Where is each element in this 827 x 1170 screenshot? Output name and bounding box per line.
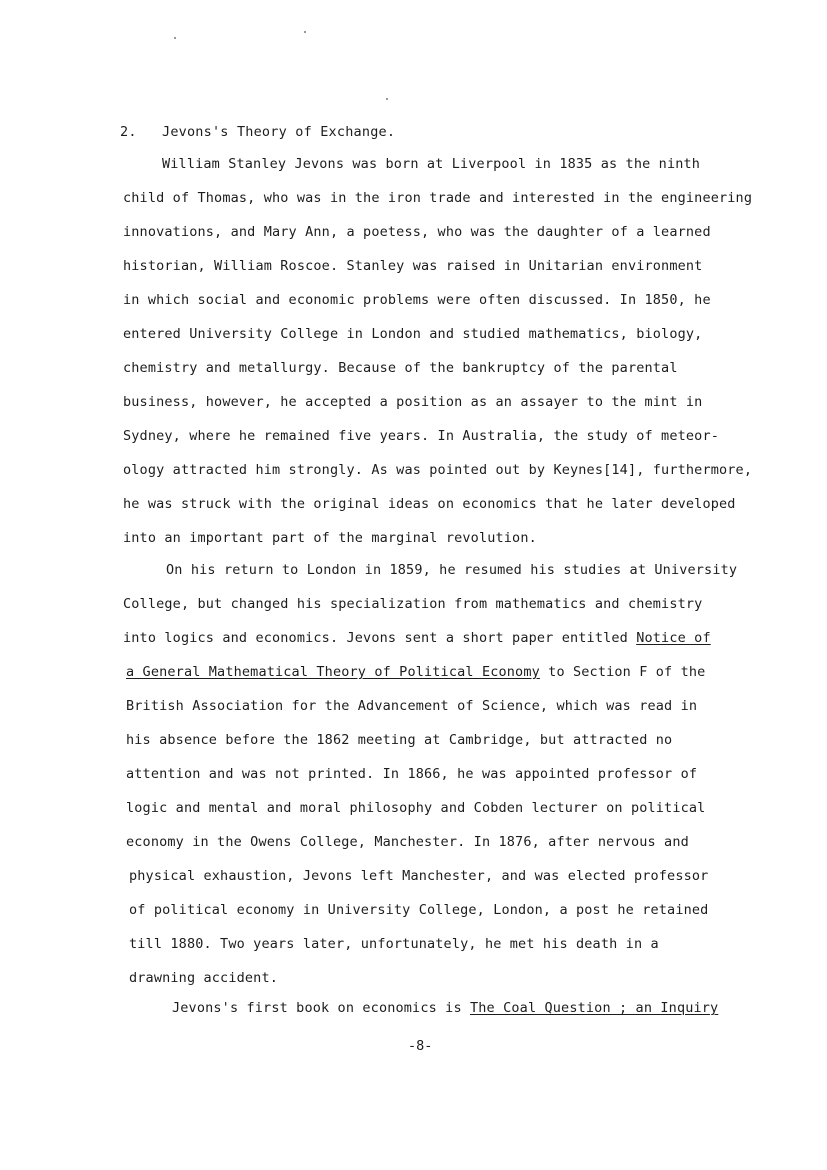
text-line — [123, 394, 702, 410]
text-run: into logics and economics. Jevons sent a short paper entitled — [123, 630, 637, 646]
text-run: Jevons's first book on economics is — [172, 1000, 470, 1016]
text-run: in which social and economic problems were often discussed. In 1850, he — [123, 292, 711, 308]
text-line — [123, 360, 678, 376]
text-line — [129, 970, 278, 986]
text-line — [126, 800, 705, 816]
text-run: ology attracted him strongly. As was pointed out by Keynes[14], furthermore, — [123, 462, 753, 478]
scan-speck — [386, 98, 388, 100]
text-run: entered University College in London and studied mathematics, biology, — [123, 326, 703, 342]
text-run: into an important part of the marginal revolution. — [123, 530, 537, 546]
section-number: 2. — [120, 124, 137, 140]
text-line — [126, 766, 697, 782]
text-line — [166, 562, 737, 578]
text-run: William Stanley Jevons was born at Liverpool in 1835 as the ninth — [162, 156, 701, 172]
text-run: Sydney, where he remained five years. In Australia, the study of meteor- — [123, 428, 719, 444]
text-run: attention and was not printed. In 1866, he was appointed professor of — [126, 766, 698, 782]
text-run: business, however, he accepted a position as an assayer to the mint in — [123, 394, 703, 410]
text-run: chemistry and metallurgy. Because of the bankruptcy of the parental — [123, 360, 678, 376]
underlined-title: a General Mathematical Theory of Political Economy — [126, 664, 540, 680]
text-line — [162, 156, 700, 172]
text-line — [129, 902, 708, 918]
text-run: College, but changed his specialization from mathematics and chemistry — [123, 596, 703, 612]
scan-speck — [304, 31, 306, 33]
text-run: till 1880. Two years later, unfortunately, he met his death in a — [129, 936, 659, 952]
text-line — [123, 224, 711, 240]
text-run: physical exhaustion, Jevons left Manchester, and was elected professor — [129, 868, 709, 884]
text-line — [123, 258, 702, 274]
text-line — [126, 732, 672, 748]
text-line — [123, 428, 719, 444]
text-line — [126, 664, 705, 680]
text-run: drawning accident. — [129, 970, 278, 986]
text-run: he was struck with the original ideas on economics that he later developed — [123, 496, 736, 512]
text-run: his absence before the 1862 meeting at Cambridge, but attracted no — [126, 732, 673, 748]
text-line — [172, 1000, 718, 1016]
text-line — [123, 530, 537, 546]
text-line — [123, 190, 752, 206]
text-run: to Section F of the — [539, 664, 706, 680]
text-run: historian, William Roscoe. Stanley was raised in Unitarian environment — [123, 258, 703, 274]
text-run: innovations, and Mary Ann, a poetess, who was the daughter of a learned — [123, 224, 711, 240]
text-run: British Association for the Advancement of Science, which was read in — [126, 698, 698, 714]
text-line — [123, 630, 711, 646]
text-run: On his return to London in 1859, he resumed his studies at University — [166, 562, 738, 578]
text-run: child of Thomas, who was in the iron trade and interested in the engineering — [123, 190, 753, 206]
text-line — [123, 496, 736, 512]
text-line — [123, 292, 711, 308]
scan-speck — [174, 37, 176, 39]
text-run: of political economy in University College, London, a post he retained — [129, 902, 709, 918]
text-line — [123, 462, 752, 478]
text-run: logic and mental and moral philosophy and Cobden lecturer on political — [126, 800, 706, 816]
text-line — [129, 868, 708, 884]
underlined-title: Notice of — [636, 630, 711, 646]
section-heading — [120, 124, 395, 140]
text-line — [123, 326, 702, 342]
section-title: Jevons's Theory of Exchange. — [162, 124, 396, 140]
page-number: -8- — [408, 1038, 433, 1054]
text-line — [129, 936, 659, 952]
text-line — [126, 698, 697, 714]
text-run: economy in the Owens College, Manchester. In 1876, after nervous and — [126, 834, 689, 850]
text-line — [123, 596, 702, 612]
underlined-title: The Coal Question ; an Inquiry — [470, 1000, 719, 1016]
text-line — [126, 834, 689, 850]
